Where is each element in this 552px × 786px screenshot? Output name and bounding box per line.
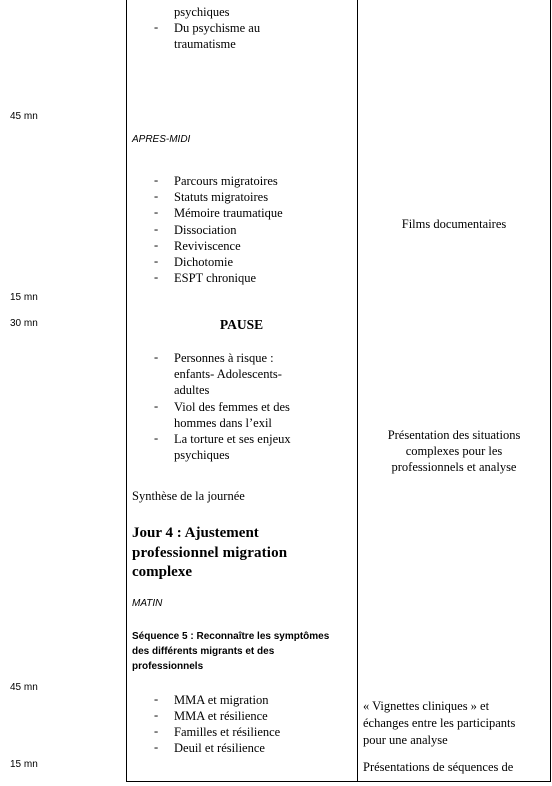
method-line: professionnels et analyse xyxy=(391,460,517,474)
list-item: La torture et ses enjeux xyxy=(174,432,291,446)
time-label: 15 mn xyxy=(10,759,38,770)
list-item: psychiques xyxy=(174,448,230,462)
method-line: échanges entre les participants xyxy=(363,716,516,730)
list-item: Deuil et résilience xyxy=(174,741,265,755)
list-dash: - xyxy=(154,254,159,268)
list-item: Du psychisme au xyxy=(174,21,261,35)
column-border-left xyxy=(126,0,127,782)
list-item: MMA et résilience xyxy=(174,709,268,723)
method-films: Films documentaires xyxy=(401,217,507,231)
list-dash: - xyxy=(154,399,159,413)
list-item: hommes dans l’exil xyxy=(174,416,272,430)
method-line: complexes pour les xyxy=(405,444,503,458)
method-presentation xyxy=(358,427,550,475)
day-4-heading-line: Jour 4 : Ajustement xyxy=(132,525,259,541)
list-item: Dissociation xyxy=(174,223,237,237)
time-label: 30 mn xyxy=(10,318,38,329)
list-item: Viol des femmes et des xyxy=(174,400,290,414)
list-item: adultes xyxy=(174,383,210,397)
list-item: ESPT chronique xyxy=(174,271,257,285)
list-item: traumatisme xyxy=(174,37,236,51)
session-label-apres-midi: APRES-MIDI xyxy=(132,134,191,145)
list-item: Parcours migratoires xyxy=(174,174,278,188)
pause-heading: PAUSE xyxy=(219,317,264,332)
session-label-matin: MATIN xyxy=(132,598,163,609)
list-dash: - xyxy=(154,173,159,187)
list-dash: - xyxy=(154,238,159,252)
list-item: Reviviscence xyxy=(174,239,241,253)
list-item: Familles et résilience xyxy=(174,725,281,739)
list-dash: - xyxy=(154,350,159,364)
list-item: MMA et migration xyxy=(174,693,269,707)
list-item: enfants- Adolescents- xyxy=(174,367,282,381)
time-label: 15 mn xyxy=(10,292,38,303)
sequence-5-line: des différents migrants et des xyxy=(132,646,275,657)
list-dash: - xyxy=(154,189,159,203)
list-item: psychiques xyxy=(174,5,230,19)
list-item: Statuts migratoires xyxy=(174,190,269,204)
list-dash: - xyxy=(154,431,159,445)
method-line: « Vignettes cliniques » et xyxy=(363,699,490,713)
method-sequences: Présentations de séquences de xyxy=(363,760,514,774)
method-line: Présentation des situations xyxy=(387,428,521,442)
day-4-heading xyxy=(132,524,287,583)
sequence-5-heading xyxy=(132,629,329,674)
synthese-label: Synthèse de la journée xyxy=(132,489,245,503)
column-border-right xyxy=(550,0,551,782)
list-item: Dichotomie xyxy=(174,255,234,269)
column-border-middle xyxy=(357,0,358,782)
method-line: pour une analyse xyxy=(363,733,448,747)
table-bottom-border xyxy=(126,781,551,782)
sequence-5-line: Séquence 5 : Reconnaître les symptômes xyxy=(132,631,330,642)
time-label: 45 mn xyxy=(10,682,38,693)
list-dash: - xyxy=(154,708,159,722)
day-4-heading-line: complexe xyxy=(132,564,192,580)
sequence-5-line: professionnels xyxy=(132,661,204,672)
day-4-heading-line: professionnel migration xyxy=(132,544,288,561)
method-vignettes xyxy=(363,698,515,749)
list-dash: - xyxy=(154,205,159,219)
list-dash: - xyxy=(154,724,159,738)
list-dash: - xyxy=(154,20,159,34)
time-label: 45 mn xyxy=(10,111,38,122)
list-dash: - xyxy=(154,740,159,754)
list-item: Personnes à risque : xyxy=(174,351,274,365)
list-dash: - xyxy=(154,270,159,284)
list-dash: - xyxy=(154,222,159,236)
list-dash: - xyxy=(154,692,159,706)
list-item: Mémoire traumatique xyxy=(174,206,283,220)
